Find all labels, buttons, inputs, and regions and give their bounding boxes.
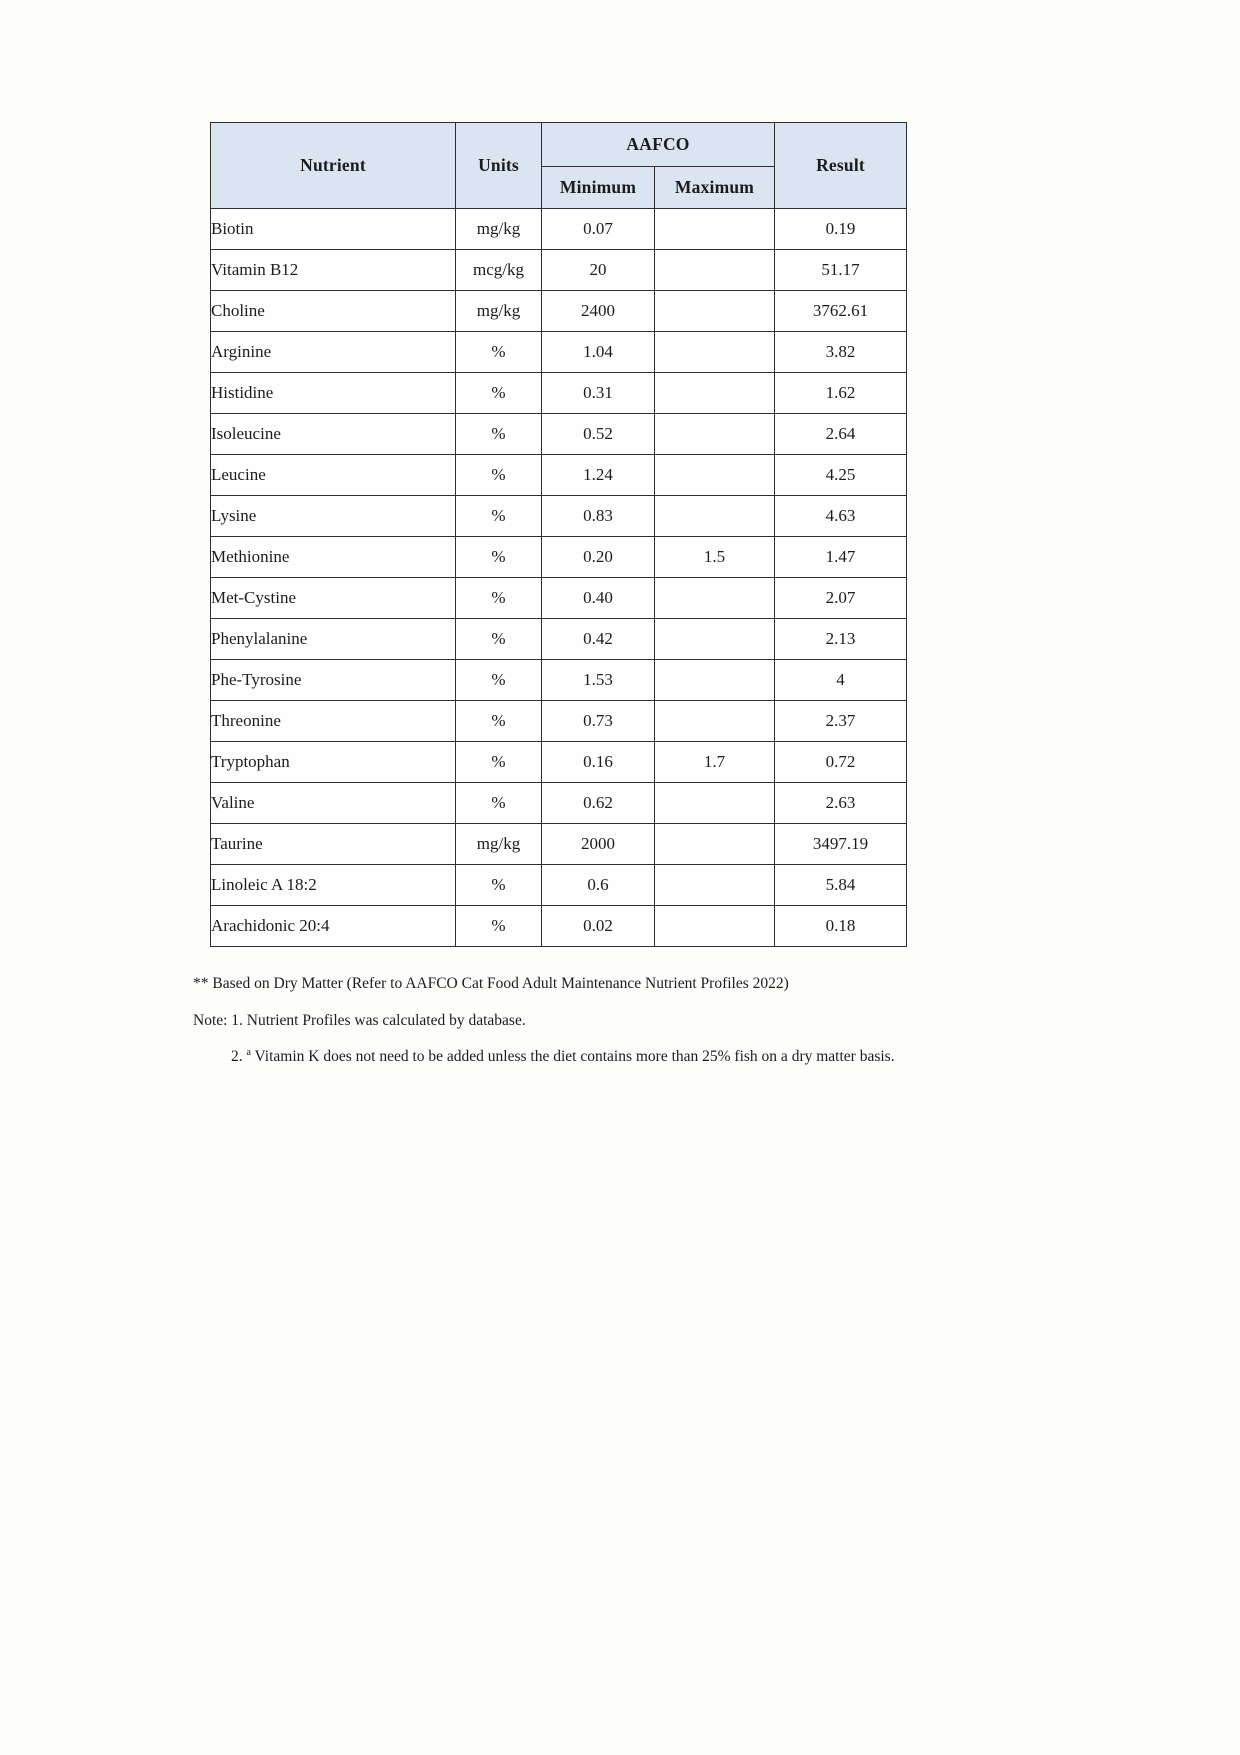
cell-result: 2.37	[775, 701, 907, 742]
cell-result: 0.19	[775, 209, 907, 250]
table-row	[211, 578, 907, 619]
cell-nutrient: Isoleucine	[211, 414, 456, 455]
table-row	[211, 701, 907, 742]
cell-minimum: 0.83	[542, 496, 655, 537]
table-row	[211, 455, 907, 496]
cell-nutrient: Lysine	[211, 496, 456, 537]
cell-nutrient: Biotin	[211, 209, 456, 250]
header-minimum: Minimum	[542, 167, 655, 209]
table-row	[211, 742, 907, 783]
cell-minimum: 0.02	[542, 906, 655, 947]
table-row	[211, 373, 907, 414]
cell-units: %	[456, 332, 542, 373]
cell-units: mcg/kg	[456, 250, 542, 291]
cell-result: 51.17	[775, 250, 907, 291]
cell-result: 2.07	[775, 578, 907, 619]
cell-units: mg/kg	[456, 291, 542, 332]
cell-result: 5.84	[775, 865, 907, 906]
cell-nutrient: Phe-Tyrosine	[211, 660, 456, 701]
cell-units: %	[456, 783, 542, 824]
cell-minimum: 0.6	[542, 865, 655, 906]
cell-result: 0.72	[775, 742, 907, 783]
cell-minimum: 0.62	[542, 783, 655, 824]
cell-maximum	[655, 701, 775, 742]
cell-units: %	[456, 619, 542, 660]
cell-result: 3762.61	[775, 291, 907, 332]
cell-nutrient: Linoleic A 18:2	[211, 865, 456, 906]
table-row	[211, 865, 907, 906]
header-result: Result	[775, 123, 907, 209]
cell-units: %	[456, 701, 542, 742]
cell-minimum: 1.04	[542, 332, 655, 373]
table-row	[211, 209, 907, 250]
cell-nutrient: Phenylalanine	[211, 619, 456, 660]
table-row	[211, 250, 907, 291]
cell-units: %	[456, 414, 542, 455]
cell-nutrient: Histidine	[211, 373, 456, 414]
table-row	[211, 414, 907, 455]
cell-nutrient: Threonine	[211, 701, 456, 742]
cell-nutrient: Valine	[211, 783, 456, 824]
cell-maximum	[655, 455, 775, 496]
cell-units: %	[456, 578, 542, 619]
cell-maximum	[655, 291, 775, 332]
cell-minimum: 0.16	[542, 742, 655, 783]
cell-units: mg/kg	[456, 209, 542, 250]
cell-maximum	[655, 414, 775, 455]
note-2-prefix: 2.	[231, 1048, 247, 1065]
table-row	[211, 783, 907, 824]
cell-maximum	[655, 332, 775, 373]
cell-minimum: 0.73	[542, 701, 655, 742]
header-units: Units	[456, 123, 542, 209]
cell-units: mg/kg	[456, 824, 542, 865]
cell-result: 2.63	[775, 783, 907, 824]
cell-result: 1.47	[775, 537, 907, 578]
cell-nutrient: Tryptophan	[211, 742, 456, 783]
cell-maximum	[655, 660, 775, 701]
cell-units: %	[456, 496, 542, 537]
cell-units: %	[456, 373, 542, 414]
cell-minimum: 0.40	[542, 578, 655, 619]
cell-minimum: 2000	[542, 824, 655, 865]
cell-minimum: 20	[542, 250, 655, 291]
table-row	[211, 619, 907, 660]
cell-maximum	[655, 783, 775, 824]
cell-minimum: 0.42	[542, 619, 655, 660]
cell-maximum: 1.7	[655, 742, 775, 783]
cell-nutrient: Leucine	[211, 455, 456, 496]
note-based-on: ** Based on Dry Matter (Refer to AAFCO Cat Food Adult Maintenance Nutrient Profiles 2022)	[193, 975, 789, 992]
cell-maximum: 1.5	[655, 537, 775, 578]
note-1: Note: 1. Nutrient Profiles was calculated by database.	[193, 1011, 526, 1029]
cell-nutrient: Met-Cystine	[211, 578, 456, 619]
cell-nutrient: Taurine	[211, 824, 456, 865]
header-maximum: Maximum	[655, 167, 775, 209]
table-row	[211, 537, 907, 578]
table-row	[211, 906, 907, 947]
cell-maximum	[655, 209, 775, 250]
table-row	[211, 291, 907, 332]
cell-result: 3497.19	[775, 824, 907, 865]
cell-units: %	[456, 906, 542, 947]
cell-minimum: 0.20	[542, 537, 655, 578]
cell-maximum	[655, 619, 775, 660]
header-nutrient: Nutrient	[211, 123, 456, 209]
table-row	[211, 496, 907, 537]
cell-minimum: 1.24	[542, 455, 655, 496]
footnotes	[193, 976, 1133, 1086]
cell-minimum: 1.53	[542, 660, 655, 701]
cell-nutrient: Arachidonic 20:4	[211, 906, 456, 947]
cell-minimum: 2400	[542, 291, 655, 332]
header-aafco: AAFCO	[542, 123, 775, 167]
cell-nutrient: Methionine	[211, 537, 456, 578]
cell-result: 2.13	[775, 619, 907, 660]
cell-result: 0.18	[775, 906, 907, 947]
cell-nutrient: Vitamin B12	[211, 250, 456, 291]
note-2-text: Vitamin K does not need to be added unless the diet contains more than 25% fish on a dry matter basis.	[250, 1048, 895, 1065]
note-2	[193, 1046, 1133, 1065]
cell-units: %	[456, 660, 542, 701]
cell-units: %	[456, 455, 542, 496]
cell-nutrient: Arginine	[211, 332, 456, 373]
cell-units: %	[456, 537, 542, 578]
cell-maximum	[655, 250, 775, 291]
cell-maximum	[655, 496, 775, 537]
cell-maximum	[655, 865, 775, 906]
cell-result: 3.82	[775, 332, 907, 373]
cell-result: 1.62	[775, 373, 907, 414]
cell-maximum	[655, 373, 775, 414]
cell-nutrient: Choline	[211, 291, 456, 332]
cell-maximum	[655, 824, 775, 865]
cell-maximum	[655, 906, 775, 947]
nutrient-table-header	[211, 123, 907, 209]
cell-result: 2.64	[775, 414, 907, 455]
cell-result: 4.25	[775, 455, 907, 496]
table-row	[211, 332, 907, 373]
nutrient-table	[210, 122, 907, 947]
nutrient-table-body	[211, 209, 907, 947]
cell-result: 4	[775, 660, 907, 701]
cell-minimum: 0.07	[542, 209, 655, 250]
note-2-superscript: a	[246, 1046, 251, 1058]
table-row	[211, 660, 907, 701]
cell-maximum	[655, 578, 775, 619]
table-row	[211, 824, 907, 865]
cell-minimum: 0.31	[542, 373, 655, 414]
cell-units: %	[456, 742, 542, 783]
cell-result: 4.63	[775, 496, 907, 537]
cell-units: %	[456, 865, 542, 906]
cell-minimum: 0.52	[542, 414, 655, 455]
